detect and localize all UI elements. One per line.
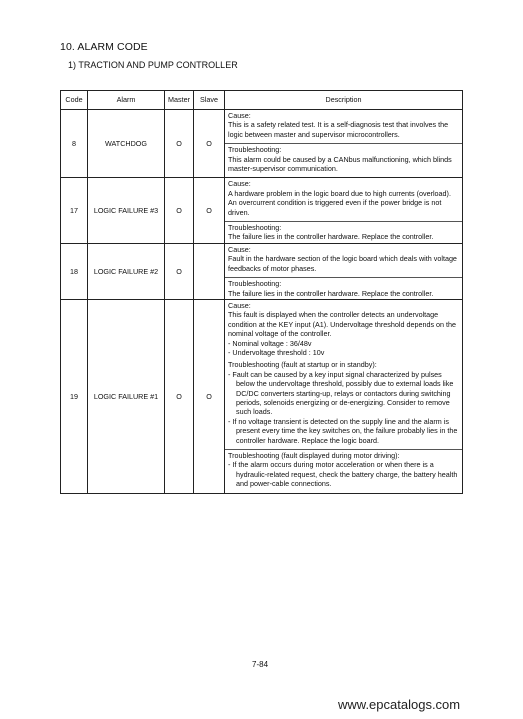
header-description: Description [225, 91, 463, 110]
troubleshooting-block [225, 144, 462, 177]
master-cell: O [165, 299, 194, 493]
watermark: www.epcatalogs.com [338, 697, 461, 712]
cause-text: This is a safety related test. It is a self-diagnosis test that involves the logic between master and supervisor microcontrollers. [228, 120, 449, 139]
cause-text: - Nominal voltage : 36/48v [228, 338, 312, 348]
header-code: Code [61, 91, 88, 110]
table-row [61, 243, 463, 299]
troubleshooting-block [225, 222, 462, 243]
header-slave: Slave [194, 91, 225, 110]
table-row [61, 178, 463, 243]
cause-label: Cause: [228, 111, 251, 120]
troubleshooting-block [225, 278, 462, 299]
code-cell: 19 [61, 299, 88, 493]
troubleshooting-text: The failure lies in the controller hardware. Replace the controller. [228, 288, 434, 298]
code-cell: 8 [61, 110, 88, 178]
slave-cell: O [194, 299, 225, 493]
header-master: Master [165, 91, 194, 110]
troubleshooting-label: Troubleshooting: [228, 145, 282, 155]
cause-label: Cause: [228, 300, 251, 310]
slave-cell: O [194, 110, 225, 178]
header-alarm: Alarm [88, 91, 165, 110]
description-cell [225, 243, 463, 299]
cause-label: Cause: [228, 179, 251, 189]
master-cell: O [165, 110, 194, 178]
troubleshooting-label: Troubleshooting (fault at startup or in standby): [228, 360, 377, 370]
troubleshooting-text: - If no voltage transient is detected on the supply line and the alarm is present every time the key switches on, the failure probably lies in the controller hardware. Replace the logic board. [228, 416, 458, 445]
code-cell: 18 [61, 243, 88, 299]
table-header-row [61, 91, 463, 110]
cause-text: A hardware problem in the logic board due to high currents (overload). An overcurrent condition is triggered even if the power bridge is not driven. [228, 188, 451, 217]
troubleshooting-label: Troubleshooting: [228, 223, 282, 233]
description-cell [225, 299, 463, 493]
slave-cell: O [194, 178, 225, 243]
page-number: 7-84 [252, 660, 269, 669]
master-cell: O [165, 178, 194, 243]
master-cell: O [165, 243, 194, 299]
subsection-heading: 1) TRACTION AND PUMP CONTROLLER [68, 60, 238, 70]
cause-text: This fault is displayed when the controller detects an undervoltage condition at the KEY input (A1). Undervoltage threshold depends on the nominal voltage of the controller. [228, 310, 457, 339]
troubleshooting-label: Troubleshooting (fault displayed during motor driving): [228, 451, 400, 460]
troubleshooting-label: Troubleshooting: [228, 279, 282, 289]
alarm-cell: LOGIC FAILURE #2 [88, 243, 165, 299]
troubleshooting-text: - Fault can be caused by a key input signal characterized by pulses below the undervoltage threshold, possibly due to external loads like DC/DC converters starting-up, relays or contactors during switching periods, solenoids energizing or de-energizing. Consider to remove such loads. [228, 369, 454, 417]
table-row [61, 110, 463, 178]
troubleshooting-text: This alarm could be caused by a CANbus malfunctioning, which blinds master-supervisor communication. [228, 154, 452, 174]
alarm-code-table [60, 90, 463, 494]
troubleshooting-text: - If the alarm occurs during motor acceleration or when there is a hydraulic-related request, check the battery charge, the battery health and power-cable connections. [228, 460, 458, 489]
cause-block [225, 110, 462, 144]
code-cell: 17 [61, 178, 88, 243]
alarm-cell: LOGIC FAILURE #1 [88, 299, 165, 493]
troubleshooting-block [225, 450, 462, 493]
cause-block [225, 300, 462, 450]
description-cell [225, 110, 463, 178]
alarm-cell: LOGIC FAILURE #3 [88, 178, 165, 243]
troubleshooting-text: The failure lies in the controller hardware. Replace the controller. [228, 232, 434, 242]
slave-cell [194, 243, 225, 299]
table-row [61, 299, 463, 493]
cause-text: - Undervoltage threshold : 10v [228, 347, 325, 357]
description-cell [225, 178, 463, 243]
cause-text: Fault in the hardware section of the logic board which deals with voltage feedbacks of motor phases. [228, 254, 457, 273]
alarm-cell: WATCHDOG [88, 110, 165, 178]
section-heading: 10. ALARM CODE [60, 41, 148, 53]
cause-block [225, 244, 462, 278]
cause-label: Cause: [228, 244, 251, 254]
cause-block [225, 178, 462, 222]
